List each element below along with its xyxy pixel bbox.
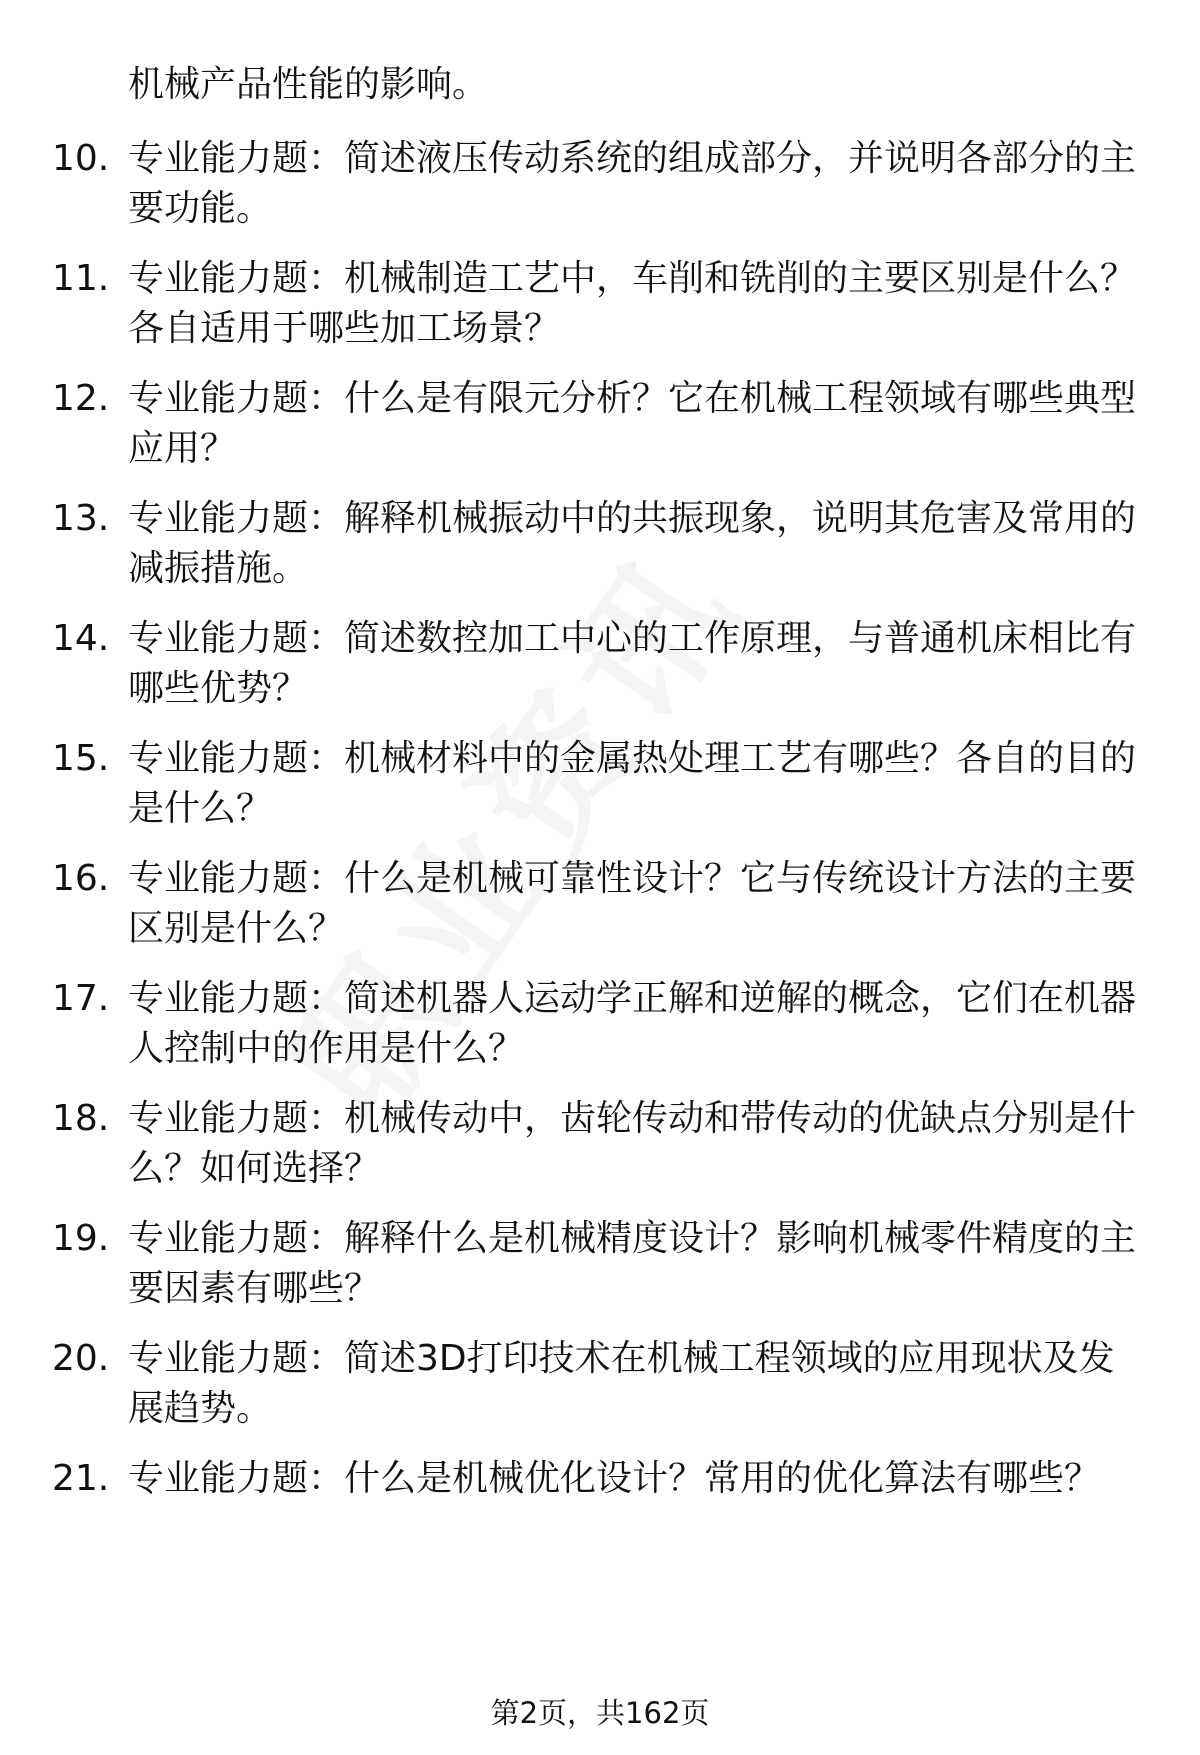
question-number: 12. <box>52 378 110 419</box>
question-number: 21. <box>52 1458 110 1499</box>
question-number: 17. <box>52 978 110 1019</box>
question-number: 19. <box>52 1218 110 1259</box>
question-text: 专业能力题：简述3D打印技术在机械工程领域的应用现状及发展趋势。 <box>128 1338 1115 1429</box>
question-number: 20. <box>52 1338 110 1379</box>
question-text: 专业能力题：机械制造工艺中，车削和铣削的主要区别是什么？各自适用于哪些加工场景？ <box>128 258 1137 349</box>
question-number: 18. <box>52 1098 110 1139</box>
page-footer: 第2页，共162页 <box>490 1696 710 1730</box>
question-text: 专业能力题：解释机械振动中的共振现象，说明其危害及常用的减振措施。 <box>128 498 1137 589</box>
question-number: 14. <box>52 618 110 659</box>
question-text: 专业能力题：机械传动中，齿轮传动和带传动的优缺点分别是什么？如何选择？ <box>128 1098 1137 1189</box>
question-text: 专业能力题：简述机器人运动学正解和逆解的概念，它们在机器人控制中的作用是什么？ <box>128 978 1137 1069</box>
question-number: 16. <box>52 858 110 899</box>
question-number: 11. <box>52 258 110 299</box>
question-text: 专业能力题：什么是机械可靠性设计？它与传统设计方法的主要区别是什么？ <box>128 858 1137 949</box>
question-text: 专业能力题：简述液压传动系统的组成部分，并说明各部分的主要功能。 <box>128 138 1137 229</box>
question-text: 专业能力题：解释什么是机械精度设计？影响机械零件精度的主要因素有哪些？ <box>128 1218 1137 1309</box>
question-number: 15. <box>52 738 110 779</box>
question-number: 13. <box>52 498 110 539</box>
continuation-text: 机械产品性能的影响。 <box>128 64 489 105</box>
question-text: 专业能力题：简述数控加工中心的工作原理，与普通机床相比有哪些优势？ <box>128 618 1137 709</box>
question-text: 专业能力题：什么是有限元分析？它在机械工程领域有哪些典型应用？ <box>128 378 1137 469</box>
question-text: 专业能力题：什么是机械优化设计？常用的优化算法有哪些？ <box>128 1458 1101 1499</box>
question-number: 10. <box>52 138 110 179</box>
question-text: 专业能力题：机械材料中的金属热处理工艺有哪些？各自的目的是什么？ <box>128 738 1137 829</box>
